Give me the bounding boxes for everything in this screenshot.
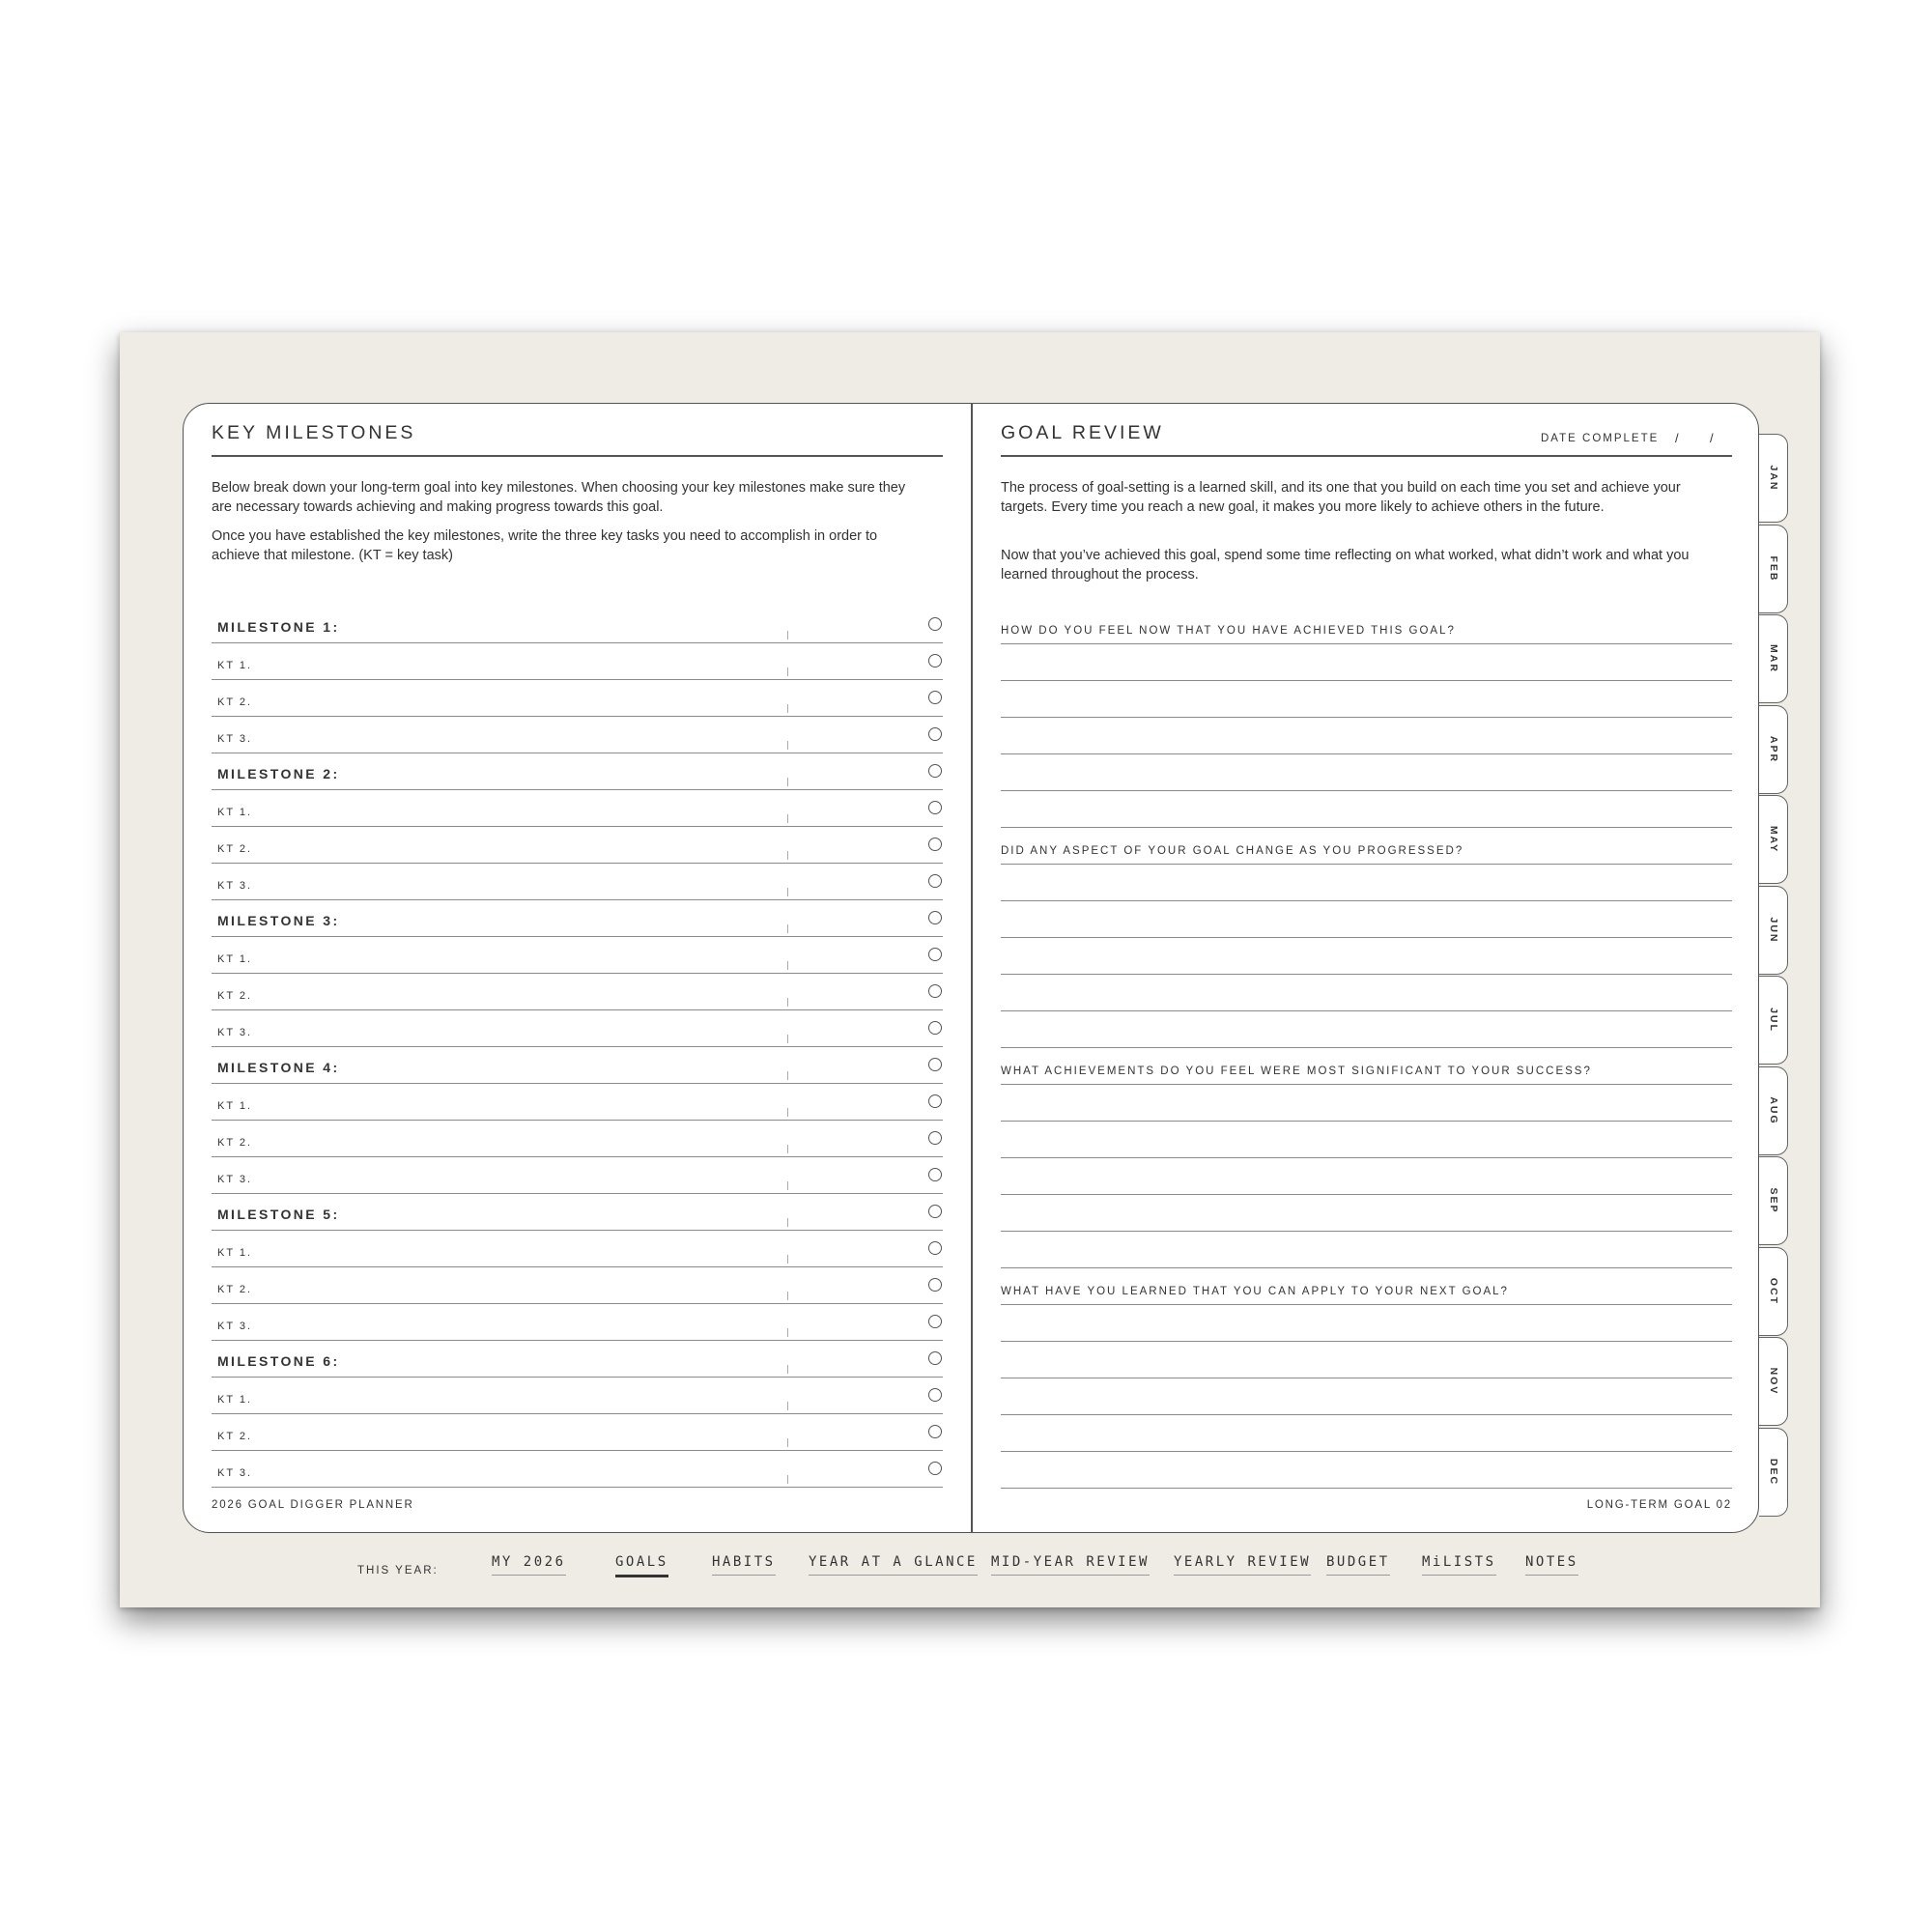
planner-sheet xyxy=(120,332,1820,1607)
date-tick-mark xyxy=(787,1292,788,1300)
date-tick-mark xyxy=(787,1071,788,1080)
completion-checkbox[interactable] xyxy=(928,1241,942,1255)
writing-line[interactable] xyxy=(1001,1341,1732,1342)
key-task-label: KT 2. xyxy=(217,696,253,708)
footer-left: 2026 GOAL DIGGER PLANNER xyxy=(212,1499,414,1511)
completion-checkbox[interactable] xyxy=(928,1205,942,1218)
completion-checkbox[interactable] xyxy=(928,1388,942,1402)
nav-item-notes[interactable]: NOTES xyxy=(1525,1554,1578,1576)
key-task-label: KT 3. xyxy=(217,733,253,745)
date-tick-mark xyxy=(787,1438,788,1447)
milestone-row[interactable] xyxy=(212,1194,943,1231)
review-question: WHAT HAVE YOU LEARNED THAT YOU CAN APPLY TO YOUR NEXT GOAL? xyxy=(1001,1286,1509,1297)
date-tick-mark xyxy=(787,704,788,713)
writing-line[interactable] xyxy=(1001,1267,1732,1268)
month-tab-mar[interactable] xyxy=(1759,614,1788,703)
nav-item-year-at-a-glance[interactable]: YEAR AT A GLANCE xyxy=(809,1554,978,1576)
key-task-row[interactable] xyxy=(212,643,943,680)
month-tab-label: OCT xyxy=(1767,1277,1779,1305)
date-tick-mark xyxy=(787,814,788,823)
milestone-label: MILESTONE 3: xyxy=(217,913,340,928)
key-task-label: KT 3. xyxy=(217,1174,253,1185)
month-tab-may[interactable] xyxy=(1759,795,1788,884)
month-tab-sep[interactable] xyxy=(1759,1156,1788,1245)
date-tick-mark xyxy=(787,1108,788,1117)
key-task-row[interactable] xyxy=(212,680,943,717)
date-tick-mark xyxy=(787,961,788,970)
key-task-label: KT 1. xyxy=(217,953,253,965)
milestone-row[interactable] xyxy=(212,1341,943,1378)
writing-line[interactable] xyxy=(1001,1047,1732,1048)
milestone-row[interactable] xyxy=(212,900,943,937)
date-tick-mark xyxy=(787,778,788,786)
question-rule xyxy=(1001,1084,1732,1085)
completion-checkbox[interactable] xyxy=(928,1168,942,1181)
completion-checkbox[interactable] xyxy=(928,617,942,631)
month-tab-label: APR xyxy=(1767,735,1779,763)
completion-checkbox[interactable] xyxy=(928,691,942,704)
month-tab-jun[interactable] xyxy=(1759,886,1788,975)
nav-item-yearly-review[interactable]: YEARLY REVIEW xyxy=(1174,1554,1311,1576)
writing-line[interactable] xyxy=(1001,937,1732,938)
milestone-label: MILESTONE 2: xyxy=(217,766,340,781)
date-tick-mark xyxy=(787,888,788,896)
date-tick-mark xyxy=(787,1035,788,1043)
writing-line[interactable] xyxy=(1001,753,1732,754)
key-task-row[interactable] xyxy=(212,1084,943,1121)
left-page xyxy=(184,404,971,1532)
key-task-label: KT 3. xyxy=(217,880,253,892)
completion-checkbox[interactable] xyxy=(928,1278,942,1292)
intro-paragraph-1: Below break down your long-term goal into key milestones. When choosing your key milestones make sure they are necessary towards achieving and making progress towards this goal. xyxy=(212,480,906,515)
date-slash: / xyxy=(1675,431,1679,445)
writing-line[interactable] xyxy=(1001,1414,1732,1415)
key-task-row[interactable] xyxy=(212,1010,943,1047)
page-title: GOAL REVIEW xyxy=(1001,422,1164,443)
key-task-row[interactable] xyxy=(212,1451,943,1488)
month-tab-label: FEB xyxy=(1767,555,1779,582)
date-tick-mark xyxy=(787,1218,788,1227)
key-task-label: KT 1. xyxy=(217,1247,253,1259)
key-task-label: KT 2. xyxy=(217,990,253,1002)
milestone-label: MILESTONE 5: xyxy=(217,1207,340,1222)
nav-item-mid-year-review[interactable]: MID-YEAR REVIEW xyxy=(991,1554,1150,1576)
month-tab-label: AUG xyxy=(1767,1095,1779,1125)
key-task-row[interactable] xyxy=(212,1231,943,1267)
completion-checkbox[interactable] xyxy=(928,1462,942,1475)
completion-checkbox[interactable] xyxy=(928,948,942,961)
writing-line[interactable] xyxy=(1001,680,1732,681)
month-tab-label: JAN xyxy=(1767,465,1779,492)
completion-checkbox[interactable] xyxy=(928,764,942,778)
date-tick-mark xyxy=(787,668,788,676)
completion-checkbox[interactable] xyxy=(928,911,942,924)
key-task-row[interactable] xyxy=(212,1157,943,1194)
milestone-row[interactable] xyxy=(212,753,943,790)
key-task-row[interactable] xyxy=(212,827,943,864)
date-tick-mark xyxy=(787,1255,788,1264)
key-task-label: KT 1. xyxy=(217,660,253,671)
intro-paragraph-2: Once you have established the key milestones, write the three key tasks you need to accomplish in order to achieve that milestone. (KT = key task) xyxy=(212,528,878,563)
date-tick-mark xyxy=(787,741,788,750)
milestone-label: MILESTONE 6: xyxy=(217,1353,340,1369)
review-question: DID ANY ASPECT OF YOUR GOAL CHANGE AS YOU PROGRESSED? xyxy=(1001,845,1464,857)
key-task-label: KT 3. xyxy=(217,1467,253,1479)
date-complete-label: DATE COMPLETE xyxy=(1541,433,1660,444)
review-question: WHAT ACHIEVEMENTS DO YOU FEEL WERE MOST SIGNIFICANT TO YOUR SUCCESS? xyxy=(1001,1065,1592,1077)
month-tab-oct[interactable] xyxy=(1759,1247,1788,1336)
completion-checkbox[interactable] xyxy=(928,1351,942,1365)
month-tab-feb[interactable] xyxy=(1759,525,1788,613)
month-tab-label: SEP xyxy=(1767,1187,1779,1214)
writing-line[interactable] xyxy=(1001,827,1732,828)
date-tick-mark xyxy=(787,924,788,933)
month-tab-jul[interactable] xyxy=(1759,976,1788,1065)
writing-line[interactable] xyxy=(1001,1010,1732,1011)
question-rule xyxy=(1001,643,1732,644)
month-tab-jan[interactable] xyxy=(1759,434,1788,523)
nav-item-goals[interactable]: GOALS xyxy=(615,1554,668,1577)
title-rule xyxy=(212,455,943,457)
date-tick-mark xyxy=(787,1145,788,1153)
date-tick-mark xyxy=(787,1402,788,1410)
key-task-row[interactable] xyxy=(212,1267,943,1304)
key-task-row[interactable] xyxy=(212,1304,943,1341)
month-tab-label: DEC xyxy=(1767,1458,1779,1486)
writing-line[interactable] xyxy=(1001,1231,1732,1232)
completion-checkbox[interactable] xyxy=(928,1315,942,1328)
key-task-label: KT 3. xyxy=(217,1027,253,1038)
review-paragraph-1: The process of goal-setting is a learned skill, and its one that you build on each time you set and achieve your targets. Every time you reach a new goal, it makes you more likely to achieve others in the future. xyxy=(1001,480,1681,515)
completion-checkbox[interactable] xyxy=(928,874,942,888)
month-tab-label: MAR xyxy=(1767,644,1779,673)
key-task-row[interactable] xyxy=(212,937,943,974)
footer-right: LONG-TERM GOAL 02 xyxy=(1586,1499,1732,1511)
writing-line[interactable] xyxy=(1001,1451,1732,1452)
month-tab-label: NOV xyxy=(1767,1367,1779,1396)
review-paragraph-2: Now that you’ve achieved this goal, spend some time reflecting on what worked, what didn’t work and what you learned throughout the process. xyxy=(1001,548,1690,582)
month-tab-nov[interactable] xyxy=(1759,1337,1788,1426)
completion-checkbox[interactable] xyxy=(928,1094,942,1108)
question-rule xyxy=(1001,864,1732,865)
title-rule xyxy=(1001,455,1732,457)
date-tick-mark xyxy=(787,1181,788,1190)
writing-line[interactable] xyxy=(1001,974,1732,975)
date-tick-mark xyxy=(787,631,788,639)
completion-checkbox[interactable] xyxy=(928,801,942,814)
writing-line[interactable] xyxy=(1001,1194,1732,1195)
key-task-row[interactable] xyxy=(212,974,943,1010)
key-task-row[interactable] xyxy=(212,1414,943,1451)
key-task-label: KT 2. xyxy=(217,1431,253,1442)
question-rule xyxy=(1001,1304,1732,1305)
completion-checkbox[interactable] xyxy=(928,1131,942,1145)
writing-line[interactable] xyxy=(1001,717,1732,718)
key-task-label: KT 2. xyxy=(217,1284,253,1295)
writing-line[interactable] xyxy=(1001,1157,1732,1158)
month-tab-label: JUN xyxy=(1767,916,1779,944)
milestone-row[interactable] xyxy=(212,607,943,643)
key-task-label: KT 1. xyxy=(217,807,253,818)
milestone-label: MILESTONE 1: xyxy=(217,619,340,635)
completion-checkbox[interactable] xyxy=(928,1425,942,1438)
completion-checkbox[interactable] xyxy=(928,727,942,741)
review-question: HOW DO YOU FEEL NOW THAT YOU HAVE ACHIEVED THIS GOAL? xyxy=(1001,625,1456,637)
date-tick-mark xyxy=(787,1475,788,1484)
month-tab-dec[interactable] xyxy=(1759,1428,1788,1517)
month-tab-apr[interactable] xyxy=(1759,705,1788,794)
key-task-row[interactable] xyxy=(212,864,943,900)
nav-item-budget[interactable]: BUDGET xyxy=(1326,1554,1390,1576)
page-title: KEY MILESTONES xyxy=(212,422,416,443)
key-task-row[interactable] xyxy=(212,717,943,753)
nav-item-milists[interactable]: MiLISTS xyxy=(1422,1554,1496,1576)
completion-checkbox[interactable] xyxy=(928,1058,942,1071)
key-task-row[interactable] xyxy=(212,790,943,827)
completion-checkbox[interactable] xyxy=(928,654,942,668)
writing-line[interactable] xyxy=(1001,1488,1732,1489)
completion-checkbox[interactable] xyxy=(928,984,942,998)
writing-line[interactable] xyxy=(1001,1121,1732,1122)
date-tick-mark xyxy=(787,1365,788,1374)
key-task-label: KT 1. xyxy=(217,1394,253,1406)
key-task-label: KT 2. xyxy=(217,843,253,855)
date-tick-mark xyxy=(787,851,788,860)
month-tab-aug[interactable] xyxy=(1759,1066,1788,1155)
key-task-row[interactable] xyxy=(212,1378,943,1414)
key-task-label: KT 3. xyxy=(217,1321,253,1332)
planner-spread xyxy=(183,403,1759,1533)
date-tick-mark xyxy=(787,1328,788,1337)
nav-item-my-2026[interactable]: MY 2026 xyxy=(492,1554,566,1576)
month-tab-label: MAY xyxy=(1767,825,1779,854)
bottom-nav-label: THIS YEAR: xyxy=(357,1565,439,1577)
date-slash: / xyxy=(1710,431,1714,445)
milestone-row[interactable] xyxy=(212,1047,943,1084)
right-page xyxy=(973,404,1760,1532)
completion-checkbox[interactable] xyxy=(928,1021,942,1035)
key-task-label: KT 1. xyxy=(217,1100,253,1112)
writing-line[interactable] xyxy=(1001,900,1732,901)
key-task-label: KT 2. xyxy=(217,1137,253,1149)
key-task-row[interactable] xyxy=(212,1121,943,1157)
milestone-label: MILESTONE 4: xyxy=(217,1060,340,1075)
completion-checkbox[interactable] xyxy=(928,838,942,851)
nav-item-habits[interactable]: HABITS xyxy=(712,1554,776,1576)
date-tick-mark xyxy=(787,998,788,1007)
writing-line[interactable] xyxy=(1001,790,1732,791)
month-tab-label: JUL xyxy=(1767,1008,1779,1033)
